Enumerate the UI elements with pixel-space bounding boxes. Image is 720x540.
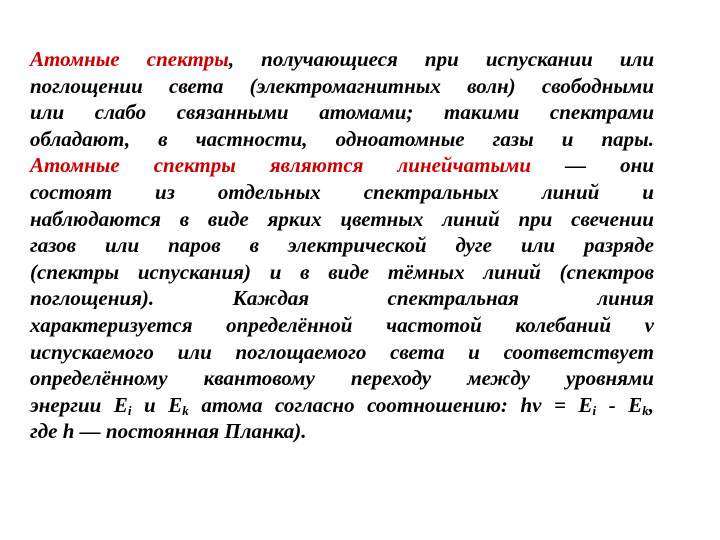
paragraph-line: определённому квантовому переходу между уровнями: [30, 366, 654, 391]
paragraph-line: поглощения). Каждая спектральная линия: [30, 286, 654, 311]
paragraph-line: обладают, в частности, одноатомные газы и пары.: [30, 126, 654, 151]
subscript: i: [127, 402, 132, 418]
line-text: , получающиеся при испускании или: [228, 47, 654, 71]
subscript: i: [592, 402, 597, 418]
paragraph-line: [30, 392, 654, 419]
paragraph-line: [30, 152, 654, 179]
line-text: энергии E: [30, 392, 128, 417]
paragraph-line: характеризуется определённой частотой колебаний ν: [30, 312, 654, 337]
paragraph-line: испускаемого или поглощаемого света и соответствует: [30, 339, 654, 364]
line-text: — они: [531, 153, 654, 178]
line-text: - E: [596, 392, 643, 417]
line-text: атома согласно соотношению: hν = E: [188, 392, 593, 417]
paragraph-line: газов или паров в электрической дуге или разряде: [30, 233, 654, 258]
body-paragraph: [30, 46, 654, 445]
paragraph-line: (спектры испускания) и в виде тёмных линий (спектров: [30, 259, 654, 284]
subscript: k: [642, 402, 649, 418]
paragraph-line: наблюдаются в виде ярких цветных линий при свечении: [30, 206, 654, 231]
line-text: и E: [131, 392, 183, 417]
highlighted-term: Атомные спектры являются линейчатыми: [30, 153, 532, 178]
line-text: ,: [648, 392, 655, 417]
subscript: k: [182, 402, 189, 418]
paragraph-line: состоят из отдельных спектральных линий и: [30, 179, 654, 204]
highlighted-term: Атомные спектры: [30, 47, 229, 71]
paragraph-line: поглощении света (электромагнитных волн) свободными: [30, 73, 654, 98]
paragraph-line: [30, 46, 654, 73]
paragraph-line: или слабо связанными атомами; такими спектрами: [30, 100, 654, 125]
paragraph-line: где h — постоянная Планка).: [30, 419, 307, 444]
